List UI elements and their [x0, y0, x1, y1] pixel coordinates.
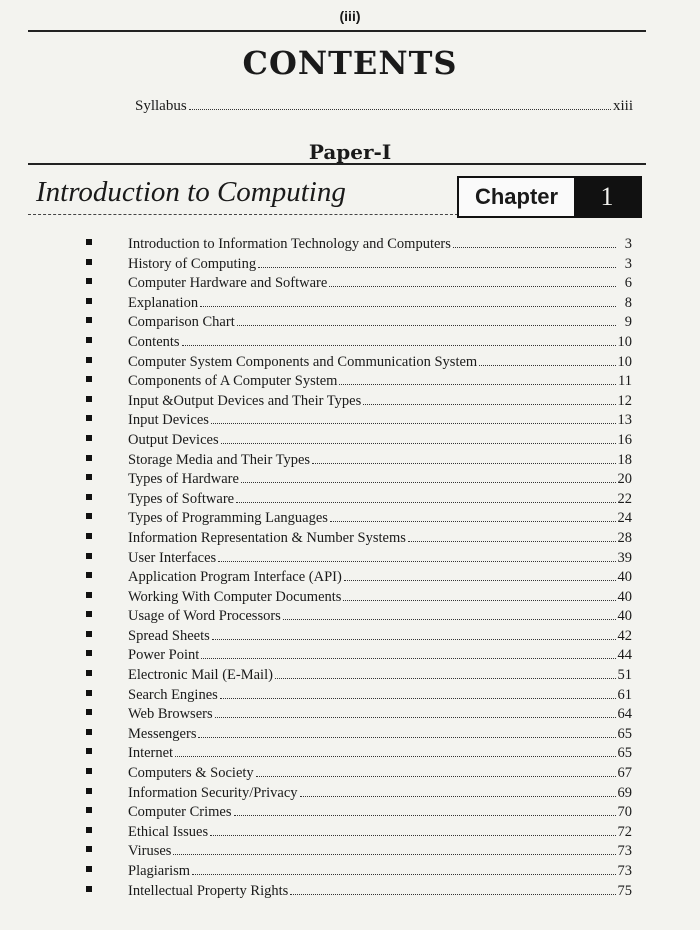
leader-dots: [211, 423, 616, 424]
toc-entry-title: Computers & Society: [128, 765, 254, 782]
syllabus-page: xiii: [612, 98, 633, 114]
toc-entry: [86, 373, 632, 393]
toc-entry-title: Search Engines: [128, 686, 218, 703]
toc-entry-page: 40: [617, 608, 632, 625]
bullet-icon: [86, 239, 92, 245]
toc-entry-title: Contents: [128, 333, 180, 350]
toc-entry-page: 40: [617, 569, 632, 586]
header-rule: [28, 30, 646, 32]
toc-entry-page: 42: [617, 627, 632, 644]
toc-entry: [86, 843, 632, 863]
toc-entry-title: Storage Media and Their Types: [128, 451, 311, 468]
toc-entry-title: Comparison Chart: [128, 314, 235, 331]
toc-entry: [86, 510, 632, 530]
bullet-icon: [86, 866, 92, 872]
bullet-icon: [86, 709, 92, 715]
toc-entry-title: Plagiarism: [128, 863, 191, 879]
toc-entry: [86, 314, 632, 334]
leader-dots: [175, 756, 615, 757]
bullet-icon: [86, 553, 92, 559]
toc-entry-title: Web Browsers: [128, 706, 213, 723]
bullet-icon: [86, 494, 92, 500]
leader-dots: [218, 561, 615, 562]
toc-entry-page: 67: [617, 765, 632, 782]
toc-entry: [86, 334, 632, 354]
bullet-icon: [86, 807, 92, 813]
toc-entry: [86, 491, 632, 511]
toc-entry-page: 61: [617, 686, 632, 703]
bullet-icon: [86, 357, 92, 363]
toc-entry-page: 51: [617, 667, 632, 684]
toc-entry: [86, 530, 632, 550]
leader-dots: [330, 521, 616, 522]
toc-entry-page: 72: [617, 823, 632, 840]
chapter-heading: Introduction to Computing: [36, 176, 346, 208]
leader-dots: [363, 404, 615, 405]
bullet-icon: [86, 513, 92, 519]
toc-entry-page: 18: [617, 451, 632, 468]
toc-entry-title: History of Computing: [128, 255, 257, 272]
toc-entry-page: 28: [617, 529, 632, 546]
toc-entry-title: Explanation: [128, 294, 199, 311]
toc-entry-page: 75: [617, 882, 632, 899]
heading-underline: [28, 214, 458, 215]
toc-entry-page: 24: [617, 510, 632, 527]
toc-entry-title: Computer Hardware and Software: [128, 275, 328, 292]
paper-rule: [28, 163, 646, 165]
leader-dots: [221, 443, 616, 444]
toc-entry-page: 3: [624, 236, 632, 252]
toc-entry-page: 13: [617, 412, 632, 429]
bullet-icon: [86, 435, 92, 441]
bullet-icon: [86, 455, 92, 461]
toc-entry-page: 65: [617, 725, 632, 742]
bullet-icon: [86, 768, 92, 774]
toc-entry-page: 69: [617, 784, 632, 801]
syllabus-label: Syllabus: [135, 98, 187, 114]
bullet-icon: [86, 729, 92, 735]
toc-entry: [86, 785, 632, 805]
toc-entry: [86, 569, 632, 589]
chapter-label: Chapter: [459, 178, 574, 216]
toc-entry-page: 64: [617, 706, 632, 723]
toc-entry-page: 8: [624, 294, 632, 311]
leader-dots: [200, 306, 616, 307]
bullet-icon: [86, 415, 92, 421]
bullet-icon: [86, 337, 92, 343]
toc-entry: [86, 256, 632, 276]
toc-entry-title: Working With Computer Documents: [128, 588, 342, 605]
bullet-icon: [86, 396, 92, 402]
bullet-icon: [86, 748, 92, 754]
leader-dots: [237, 325, 616, 326]
bullet-icon: [86, 611, 92, 617]
leader-dots: [236, 502, 615, 503]
toc-entry: [86, 432, 632, 452]
toc-entry: [86, 354, 632, 374]
toc-entry-title: Viruses: [128, 843, 172, 860]
toc-entry-page: 20: [617, 471, 632, 488]
bullet-icon: [86, 533, 92, 539]
toc-entry-title: User Interfaces: [128, 549, 217, 566]
toc-entry-title: Application Program Interface (API): [128, 569, 342, 586]
bullet-icon: [86, 474, 92, 480]
toc-entry-page: 12: [617, 392, 632, 409]
toc-entry: [86, 393, 632, 413]
toc-entry-title: Output Devices: [128, 431, 219, 448]
toc-entry-page: 70: [617, 804, 632, 821]
toc-entry: [86, 550, 632, 570]
toc-entry: [86, 687, 632, 707]
toc-entry-title: Usage of Word Processors: [128, 608, 281, 625]
toc-entry-title: Power Point: [128, 647, 200, 664]
leader-dots: [479, 365, 615, 366]
toc-entry-title: Input &Output Devices and Their Types: [128, 392, 362, 409]
leader-dots: [339, 384, 616, 385]
bullet-icon: [86, 376, 92, 382]
toc-entry: [86, 745, 632, 765]
toc-entry-page: 6: [624, 275, 632, 292]
toc-entry: [86, 804, 632, 824]
toc-entry: [86, 667, 632, 687]
toc-list: [86, 236, 632, 902]
toc-entry: [86, 863, 632, 883]
toc-entry: [86, 824, 632, 844]
toc-entry: [86, 275, 632, 295]
page-title: CONTENTS: [242, 44, 458, 82]
toc-entry-title: Information Security/Privacy: [128, 784, 298, 801]
leader-dots: [408, 541, 616, 542]
toc-entry-page: 9: [624, 314, 632, 331]
leader-dots: [189, 109, 611, 110]
toc-entry-title: Input Devices: [128, 412, 209, 429]
toc-entry-page: 40: [617, 588, 632, 605]
bullet-icon: [86, 827, 92, 833]
toc-entry-title: Computer Crimes: [128, 804, 232, 821]
leader-dots: [344, 580, 616, 581]
paper-title: Paper-I: [308, 140, 392, 164]
toc-entry-page: 73: [617, 863, 632, 879]
leader-dots: [329, 286, 616, 287]
toc-entry: [86, 883, 632, 903]
toc-entry: [86, 295, 632, 315]
toc-entry: [86, 647, 632, 667]
toc-entry-page: 10: [617, 353, 632, 370]
leader-dots: [275, 678, 616, 679]
leader-dots: [173, 854, 615, 855]
bullet-icon: [86, 886, 92, 892]
toc-entry-title: Ethical Issues: [128, 823, 209, 840]
toc-entry-title: Intellectual Property Rights: [128, 882, 289, 899]
toc-entry-page: 44: [617, 647, 632, 664]
bullet-icon: [86, 650, 92, 656]
toc-entry-title: Electronic Mail (E-Mail): [128, 667, 273, 684]
leader-dots: [182, 345, 616, 346]
leader-dots: [290, 894, 615, 895]
toc-entry-title: Internet: [128, 745, 174, 762]
toc-entry: [86, 236, 632, 256]
bullet-icon: [86, 690, 92, 696]
leader-dots: [283, 619, 616, 620]
chapter-number: 1: [574, 178, 640, 216]
toc-entry-page: 73: [617, 843, 632, 860]
toc-entry: [86, 706, 632, 726]
toc-entry: [86, 471, 632, 491]
bullet-icon: [86, 631, 92, 637]
bullet-icon: [86, 298, 92, 304]
toc-entry: [86, 412, 632, 432]
bullet-icon: [86, 278, 92, 284]
toc-entry-page: 65: [617, 745, 632, 762]
bullet-icon: [86, 572, 92, 578]
leader-dots: [300, 796, 616, 797]
toc-entry: [86, 628, 632, 648]
toc-entry-page: 3: [624, 255, 632, 272]
toc-entry-title: Computer System Components and Communication System: [128, 353, 478, 370]
leader-dots: [210, 835, 615, 836]
bullet-icon: [86, 259, 92, 265]
toc-entry-title: Types of Hardware: [128, 471, 239, 488]
leader-dots: [212, 639, 616, 640]
toc-entry-page: 22: [617, 490, 632, 507]
leader-dots: [220, 698, 616, 699]
toc-entry-title: Spread Sheets: [128, 627, 210, 644]
toc-entry-page: 11: [618, 373, 632, 390]
bullet-icon: [86, 670, 92, 676]
toc-entry: [86, 608, 632, 628]
toc-entry-title: Messengers: [128, 725, 197, 742]
toc-entry: [86, 589, 632, 609]
leader-dots: [215, 717, 616, 718]
leader-dots: [234, 815, 616, 816]
toc-entry-title: Introduction to Information Technology and Computers: [128, 236, 451, 252]
toc-entry: [86, 726, 632, 746]
bullet-icon: [86, 846, 92, 852]
leader-dots: [241, 482, 616, 483]
chapter-badge: [457, 176, 642, 218]
leader-dots: [343, 600, 615, 601]
leader-dots: [198, 737, 615, 738]
toc-entry-title: Components of A Computer System: [128, 373, 338, 390]
leader-dots: [192, 874, 615, 875]
leader-dots: [256, 776, 616, 777]
toc-entry: [86, 452, 632, 472]
syllabus-entry: [135, 98, 633, 115]
toc-entry-title: Information Representation & Number Systems: [128, 529, 406, 546]
leader-dots: [453, 247, 616, 248]
toc-entry-page: 16: [617, 431, 632, 448]
toc-entry: [86, 765, 632, 785]
toc-entry-page: 39: [617, 549, 632, 566]
bullet-icon: [86, 788, 92, 794]
leader-dots: [312, 463, 615, 464]
bullet-icon: [86, 592, 92, 598]
page-number: (iii): [339, 8, 361, 24]
toc-entry-page: 10: [617, 333, 632, 350]
toc-entry-title: Types of Programming Languages: [128, 510, 328, 527]
toc-entry-title: Types of Software: [128, 490, 235, 507]
leader-dots: [201, 658, 615, 659]
bullet-icon: [86, 317, 92, 323]
leader-dots: [258, 267, 616, 268]
